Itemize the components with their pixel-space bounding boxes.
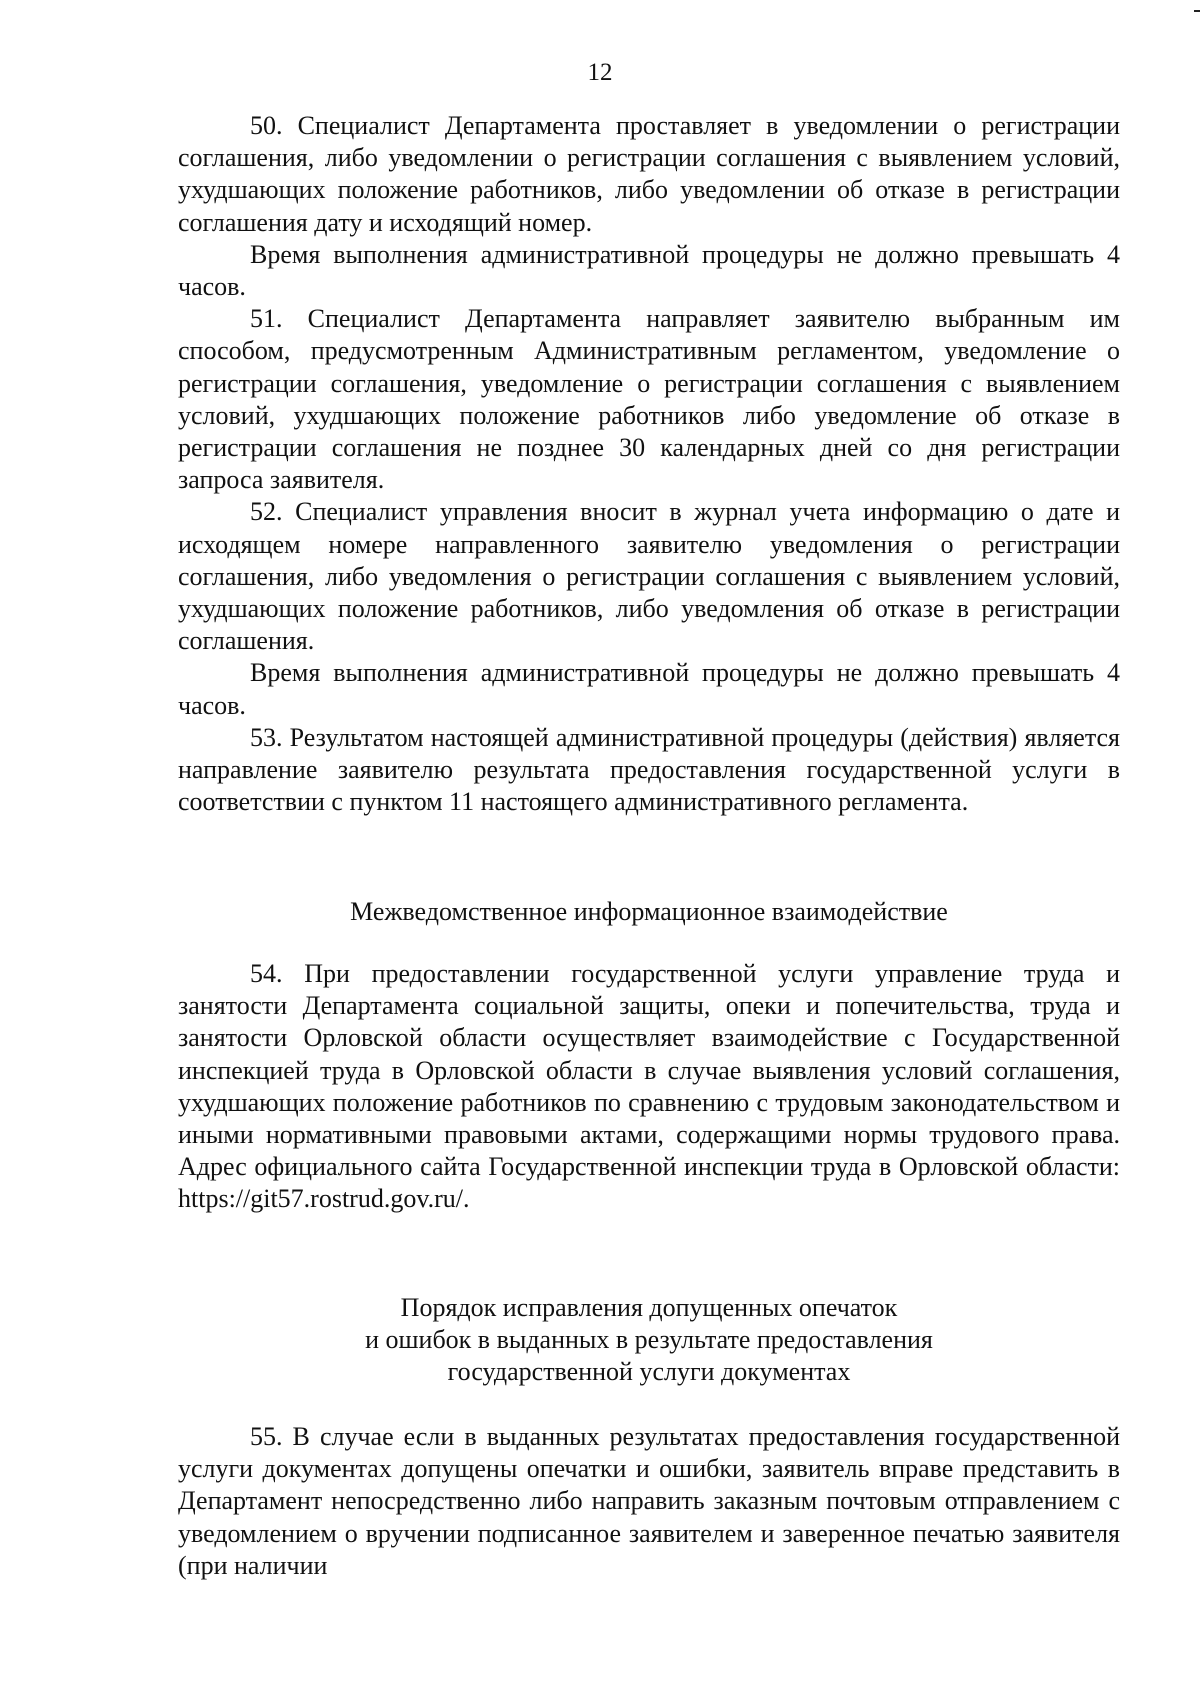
heading-interagency-interaction: Межведомственное информационное взаимодействие: [350, 897, 948, 926]
heading-line-3: государственной услуги документах: [447, 1357, 851, 1387]
paragraph-53: 53. Результатом настоящей административной процедуры (действия) является направление заявителю результата предоставления государственной услуги в соответствии с пунктом 11 настоящего административного регламента.: [178, 722, 1120, 817]
section-paragraph-54: [178, 958, 1120, 1216]
page-number: 12: [587, 59, 613, 86]
paragraph-52-time: Время выполнения административной процедуры не должно превышать 4 часов.: [178, 658, 1120, 720]
heading-line-1: Порядок исправления допущенных опечаток: [400, 1293, 898, 1322]
paragraph-50: 50. Специалист Департамента проставляет в уведомлении о регистрации соглашения, либо уведомлении о регистрации соглашения с выявлением условий, ухудшающих положение работников, либо уведомлении об отказе в регистрации соглашения дату и исходящий номер.: [178, 111, 1120, 237]
paragraph-54: 54. При предоставлении государственной услуги управление труда и занятости Департамента социальной защиты, опеки и попечительства, труда и занятости Орловской области осуществляет взаимодействие с Государственной инспекцией труда в Орловской области в случае выявления условий соглашения, ухудшающих положение работников по сравнению с трудовым законодательством и иными нормативными правовыми актами, содержащими нормы трудового права. Адрес официального сайта Государственной инспекции труда в Орловской области: https://git57.rostrud.gov.ru/.: [178, 959, 1120, 1214]
paragraph-50-time: Время выполнения административной процедуры не должно превышать 4 часов.: [178, 239, 1120, 302]
section-error-correction-heading: [178, 1292, 1120, 1389]
paragraph-51: 51. Специалист Департамента направляет заявителю выбранным им способом, предусмотренным Административным регламентом, уведомление о регистрации соглашения, уведомление о регистрации соглашения с выявлением условий, ухудшающих положение работников либо уведомление об отказе в регистрации соглашения не позднее 30 календарных дней со дня регистрации запроса заявителя.: [178, 304, 1120, 495]
scan-edge-mark: [1194, 10, 1200, 12]
section-paragraph-55: [178, 1421, 1120, 1582]
paragraph-55: 55. В случае если в выданных результатах предоставления государственной услуги документах допущены опечатки и ошибки, заявитель вправе представить в Департамент непосредственно либо направить заказным почтовым отправлением с уведомлением о вручении подписанное заявителем и заверенное печатью заявителя (при наличии: [178, 1422, 1120, 1580]
section-paragraphs-50-53: [178, 110, 1120, 818]
paragraph-52: 52. Специалист управления вносит в журнал учета информацию о дате и исходящем номере направленного заявителю уведомления о регистрации соглашения, либо уведомления о регистрации соглашения с выявлением условий, ухудшающих положение работников, либо уведомления об отказе в регистрации соглашения.: [178, 497, 1120, 656]
heading-line-2: и ошибок в выданных в результате предоставления: [365, 1325, 933, 1355]
section-interagency: [178, 896, 1120, 928]
heading-error-correction: [178, 1292, 1120, 1389]
